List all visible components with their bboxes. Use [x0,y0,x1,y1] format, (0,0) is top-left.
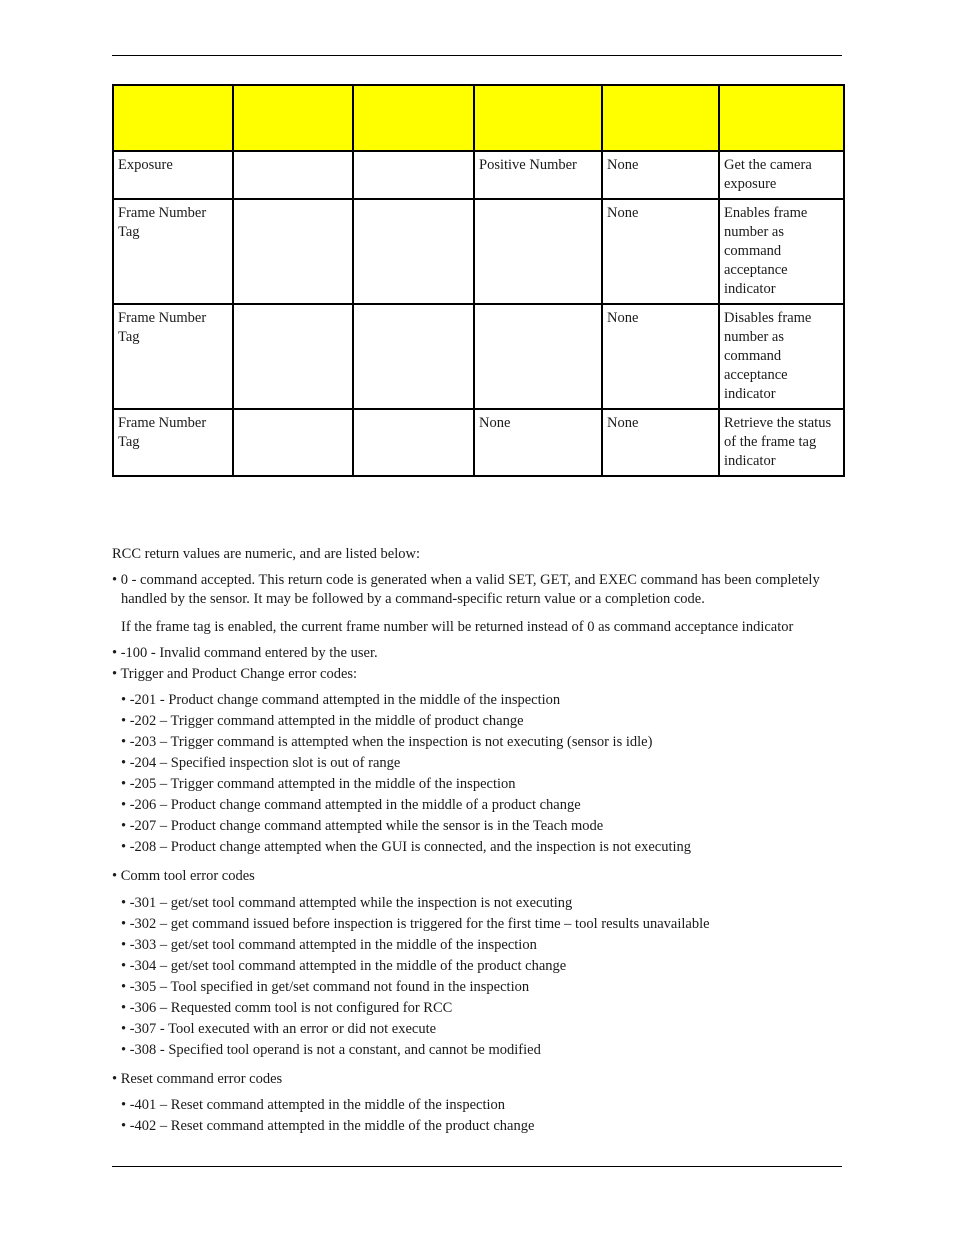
table-header-cell [719,85,844,151]
table-cell: Disables frame number as command acceptance indicator [719,304,844,409]
table-row [113,409,844,476]
list-item: • -208 – Product change attempted when the GUI is connected, and the inspection is not executing [121,839,692,855]
table-cell: Frame Number Tag [113,199,233,304]
list-item: • -202 – Trigger command attempted in the middle of product change [121,713,524,729]
table-header-cell [233,85,353,151]
table-cell: Exposure [113,151,233,199]
table-header-cell [474,85,602,151]
list-item: • -303 – get/set tool command attempted in the middle of the inspection [121,937,537,953]
header-rule [112,55,842,56]
code-0-line-2: handled by the sensor. It may be followed by a command-specific return value or a completion code. [121,591,705,607]
table-cell: None [474,409,602,476]
reset-heading: • Reset command error codes [112,1071,283,1087]
table-cell: None [602,151,719,199]
list-item: • -203 – Trigger command is attempted when the inspection is not executing (sensor is idle) [121,734,653,750]
table-header-cell [113,85,233,151]
table-row [113,151,844,199]
list-item: • -206 – Product change command attempted in the middle of a product change [121,797,581,813]
table-cell: None [602,409,719,476]
trigger-heading: • Trigger and Product Change error codes: [112,666,358,682]
list-item: • -301 – get/set tool command attempted while the inspection is not executing [121,895,573,911]
list-item: • -402 – Reset command attempted in the middle of the product change [121,1118,535,1134]
table-cell [353,409,474,476]
footer-rule [112,1166,842,1167]
table-cell [474,304,602,409]
table-cell [233,199,353,304]
list-item: • -207 – Product change command attempted while the sensor is in the Teach mode [121,818,604,834]
comm-heading: • Comm tool error codes [112,868,255,884]
table-cell: Frame Number Tag [113,409,233,476]
list-item: • -308 - Specified tool operand is not a constant, and cannot be modified [121,1042,541,1058]
table-row [113,199,844,304]
table-cell [233,151,353,199]
code-0-line-1: • 0 - command accepted. This return code is generated when a valid SET, GET, and EXEC command has been completely [112,572,820,588]
command-table [112,84,845,477]
table-cell [474,199,602,304]
table-cell: Retrieve the status of the frame tag indicator [719,409,844,476]
table-header-row [113,85,844,151]
list-item: • -305 – Tool specified in get/set command not found in the inspection [121,979,530,995]
list-item: • -401 – Reset command attempted in the middle of the inspection [121,1097,506,1113]
list-item: • -307 - Tool executed with an error or did not execute [121,1021,437,1037]
table-header-cell [602,85,719,151]
table-cell [353,199,474,304]
table-cell: Frame Number Tag [113,304,233,409]
table-cell [353,151,474,199]
table-cell [233,409,353,476]
list-item: • -306 – Requested comm tool is not configured for RCC [121,1000,453,1016]
list-item: • -304 – get/set tool command attempted in the middle of the product change [121,958,567,974]
list-item: • -201 - Product change command attempted in the middle of the inspection [121,692,561,708]
list-item: • -205 – Trigger command attempted in the middle of the inspection [121,776,516,792]
list-item: • -302 – get command issued before inspection is triggered for the first time – tool results unavailable [121,916,710,932]
table-cell: None [602,304,719,409]
table-row [113,304,844,409]
table-cell: Positive Number [474,151,602,199]
list-item: • -204 – Specified inspection slot is out of range [121,755,401,771]
frame-tag-note: If the frame tag is enabled, the current frame number will be returned instead of 0 as command acceptance indicator [121,619,794,635]
table-cell: Get the camera exposure [719,151,844,199]
table-cell [233,304,353,409]
table-cell [353,304,474,409]
table-cell: Enables frame number as command acceptance indicator [719,199,844,304]
code-100: • -100 - Invalid command entered by the user. [112,645,378,661]
table-header-cell [353,85,474,151]
table-cell: None [602,199,719,304]
intro-text: RCC return values are numeric, and are listed below: [112,546,421,562]
